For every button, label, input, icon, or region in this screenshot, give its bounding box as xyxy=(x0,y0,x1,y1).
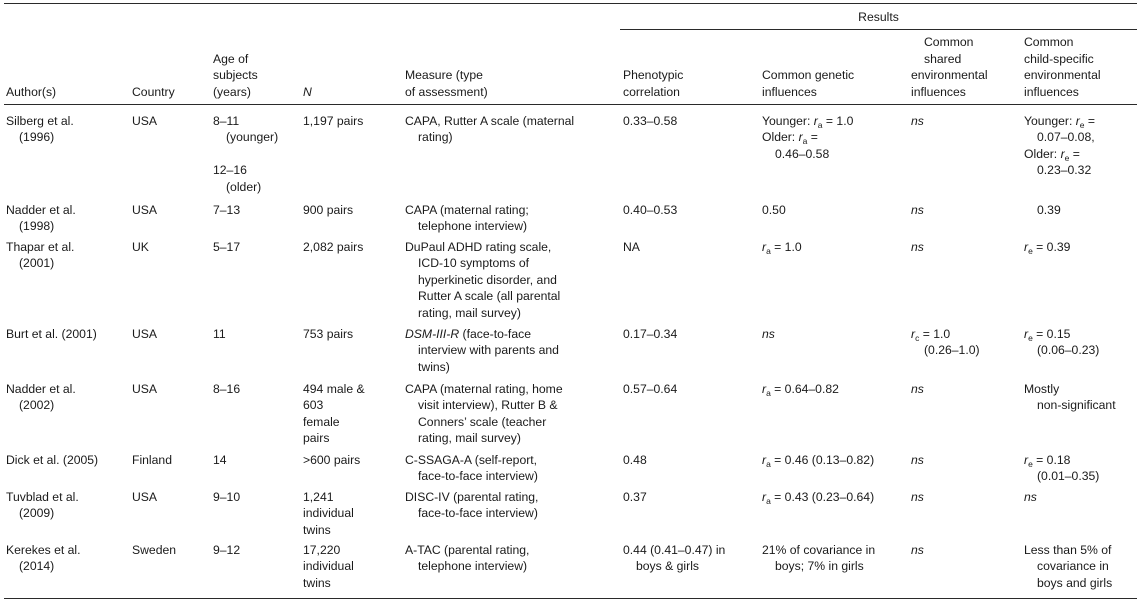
table-rule xyxy=(4,598,1137,599)
cell-age: 14 xyxy=(213,453,227,467)
cell-age: 7–13 xyxy=(213,203,241,217)
results-group-header: Results xyxy=(858,10,899,24)
results-subrule xyxy=(620,29,1137,30)
column-header-genetic: Common genetic xyxy=(762,68,855,83)
cell-childspec: boys and girls xyxy=(1037,575,1113,590)
cell-childspec: (0.06–0.23) xyxy=(1037,343,1100,358)
column-header-childspec: influences xyxy=(1024,84,1079,99)
cell-measure: CAPA (maternal rating, home xyxy=(405,382,563,396)
cell-country: UK xyxy=(132,240,149,254)
cell-measure: rating, mail survey) xyxy=(418,305,521,320)
cell-age: 11 xyxy=(213,327,226,341)
column-header-childspec: child-specific xyxy=(1024,51,1094,66)
cell-author: Burt et al. (2001) xyxy=(6,327,97,341)
column-header-childspec: environmental xyxy=(1024,68,1101,83)
cell-age: 9–10 xyxy=(213,490,241,504)
column-header-pheno: correlation xyxy=(623,84,680,99)
cell-childspec: Mostly xyxy=(1024,382,1060,396)
cell-age: 12–16 xyxy=(213,163,247,178)
column-header-author: Author(s) xyxy=(6,84,57,99)
cell-childspec: $r_e = 0.39$ xyxy=(1024,240,1071,256)
cell-n: pairs xyxy=(303,431,330,446)
cell-genetic: 0.46–0.58 xyxy=(775,146,830,161)
cell-author: Silberg et al. xyxy=(6,114,74,128)
cell-pheno: 0.44 (0.41–0.47) in xyxy=(623,543,726,557)
cell-pheno: 0.57–0.64 xyxy=(623,382,678,396)
cell-country: USA xyxy=(132,490,158,504)
table-rule xyxy=(4,3,1137,4)
cell-shared: ns xyxy=(911,240,924,254)
cell-age: 8–11 xyxy=(213,114,240,128)
cell-measure: visit interview), Rutter B & xyxy=(418,398,558,413)
cell-n: 494 male & xyxy=(303,382,365,396)
cell-n: female xyxy=(303,414,340,429)
column-header-country: Country xyxy=(132,84,175,99)
cell-childspec: (0.01–0.35) xyxy=(1037,469,1100,484)
cell-author: Dick et al. (2005) xyxy=(6,453,99,467)
cell-age: (younger) xyxy=(226,130,279,145)
cell-childspec: covariance in xyxy=(1037,559,1109,574)
cell-author: (1996) xyxy=(19,130,55,145)
column-header-pheno: Phenotypic xyxy=(623,68,684,83)
cell-childspec: 0.07–0.08, xyxy=(1037,130,1095,145)
cell-age: 8–16 xyxy=(213,382,241,396)
cell-pheno: 0.17–0.34 xyxy=(623,327,678,341)
column-header-childspec: Common xyxy=(1024,35,1074,50)
cell-pheno: NA xyxy=(623,240,640,254)
cell-measure: interview with parents and xyxy=(418,343,559,358)
cell-country: Finland xyxy=(132,453,172,467)
cell-measure: A-TAC (parental rating, xyxy=(405,543,530,557)
cell-country: USA xyxy=(132,114,158,128)
cell-measure: rating) xyxy=(418,130,453,145)
cell-genetic: 21% of covariance in xyxy=(762,543,876,557)
cell-n: 900 pairs xyxy=(303,203,354,217)
cell-childspec: $r_e = 0.15$ xyxy=(1024,327,1071,343)
cell-measure: rating, mail survey) xyxy=(418,431,521,446)
cell-country: USA xyxy=(132,382,158,396)
cell-n: twins xyxy=(303,522,331,537)
cell-childspec: ns xyxy=(1024,490,1037,504)
cell-shared: ns xyxy=(911,203,924,217)
cell-age: 5–17 xyxy=(213,240,241,254)
cell-n: 17,220 xyxy=(303,543,341,557)
cell-pheno: boys & girls xyxy=(636,559,699,574)
cell-n: 2,082 pairs xyxy=(303,240,364,254)
cell-pheno: 0.33–0.58 xyxy=(623,114,678,128)
cell-measure: ICD-10 symptoms of xyxy=(418,256,530,271)
cell-measure: CAPA (maternal rating; xyxy=(405,203,529,217)
column-header-age: subjects xyxy=(213,68,258,83)
cell-n: 1,241 xyxy=(303,490,334,504)
column-header-n: N xyxy=(303,84,312,99)
cell-shared: ns xyxy=(911,543,924,557)
cell-n: >600 pairs xyxy=(303,453,361,467)
cell-measure: face-to-face interview) xyxy=(418,469,538,484)
cell-n: 603 xyxy=(303,398,324,413)
cell-measure: Conners’ scale (teacher xyxy=(418,414,547,429)
cell-genetic: boys; 7% in girls xyxy=(775,559,864,574)
cell-shared: ns xyxy=(911,490,924,504)
cell-author: (2014) xyxy=(19,559,55,574)
cell-measure: Rutter A scale (all parental xyxy=(418,289,561,304)
cell-measure: DISC-IV (parental rating, xyxy=(405,490,539,504)
cell-n: 753 pairs xyxy=(303,327,354,341)
cell-childspec: $r_e = 0.18$ xyxy=(1024,453,1071,469)
column-header-measure: of assessment) xyxy=(405,84,488,99)
cell-measure: face-to-face interview) xyxy=(418,506,538,521)
cell-pheno: 0.40–0.53 xyxy=(623,203,678,217)
cell-shared: (0.26–1.0) xyxy=(924,343,980,358)
cell-author: Nadder et al. xyxy=(6,203,76,217)
cell-shared: $r_c = 1.0$ xyxy=(911,327,951,343)
column-header-shared: environmental xyxy=(911,68,988,83)
cell-measure: CAPA, Rutter A scale (maternal xyxy=(405,114,575,128)
cell-n: 1,197 pairs xyxy=(303,114,364,128)
cell-author: (2002) xyxy=(19,398,55,413)
cell-genetic: Younger: $r_a = 1.0$ xyxy=(762,114,854,130)
cell-genetic: 0.50 xyxy=(762,203,786,217)
cell-pheno: 0.37 xyxy=(623,490,647,504)
cell-shared: ns xyxy=(911,114,924,128)
column-header-shared: shared xyxy=(924,51,962,66)
cell-author: Nadder et al. xyxy=(6,382,76,396)
cell-genetic: $r_a = 0.64-0.82$ xyxy=(762,382,839,398)
column-header-shared: influences xyxy=(911,84,966,99)
cell-shared: ns xyxy=(911,382,924,396)
cell-measure: C-SSAGA-A (self-report, xyxy=(405,453,538,467)
column-header-shared: Common xyxy=(924,35,974,50)
cell-measure: hyperkinetic disorder, and xyxy=(418,272,557,287)
cell-genetic: Older: $r_a$ = xyxy=(762,130,818,147)
column-header-age: Age of xyxy=(213,51,249,66)
cell-n: individual xyxy=(303,506,354,521)
cell-childspec: Younger: $r_e$ = xyxy=(1024,114,1096,130)
cell-n: individual xyxy=(303,559,354,574)
cell-childspec: 0.23–0.32 xyxy=(1037,163,1092,178)
cell-country: USA xyxy=(132,327,158,341)
cell-measure: DuPaul ADHD rating scale, xyxy=(405,240,552,254)
cell-author: Kerekes et al. xyxy=(6,543,81,557)
column-header-genetic: influences xyxy=(762,84,817,99)
cell-childspec: Older: $r_e$ = xyxy=(1024,146,1080,163)
cell-genetic: $r_a = 0.43$ (0.23–0.64) xyxy=(762,490,875,506)
cell-measure: telephone interview) xyxy=(418,219,528,234)
column-header-measure: Measure (type xyxy=(405,68,483,83)
cell-n: twins xyxy=(303,575,331,590)
cell-author: Tuvblad et al. xyxy=(6,490,79,504)
cell-country: USA xyxy=(132,203,158,217)
cell-measure: telephone interview) xyxy=(418,559,528,574)
cell-age: 9–12 xyxy=(213,543,241,557)
cell-age: (older) xyxy=(226,179,262,194)
column-header-age: (years) xyxy=(213,84,251,99)
cell-measure: twins) xyxy=(418,359,450,374)
cell-country: Sweden xyxy=(132,543,177,557)
cell-author: (1998) xyxy=(19,219,55,234)
cell-genetic: ns xyxy=(762,327,775,341)
cell-shared: ns xyxy=(911,453,924,467)
cell-author: (2009) xyxy=(19,506,55,521)
table-rule xyxy=(4,104,1137,105)
cell-author: Thapar et al. xyxy=(6,240,75,254)
cell-measure: DSM-III-R (face-to-face xyxy=(405,327,531,341)
cell-author: (2001) xyxy=(19,256,55,271)
cell-childspec: 0.39 xyxy=(1037,203,1061,217)
cell-childspec: non-significant xyxy=(1037,398,1116,413)
cell-genetic: $r_a = 1.0$ xyxy=(762,240,802,256)
cell-childspec: Less than 5% of xyxy=(1024,543,1112,557)
cell-pheno: 0.48 xyxy=(623,453,647,467)
cell-genetic: $r_a = 0.46$ (0.13–0.82) xyxy=(762,453,875,469)
